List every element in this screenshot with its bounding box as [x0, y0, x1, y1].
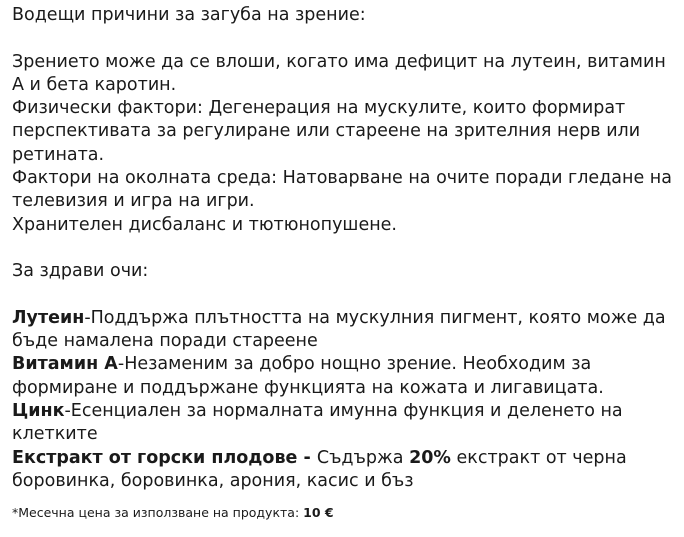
causes-paragraph-nutrition: Хранителен дисбаланс и тютюнопушене. [12, 214, 397, 235]
product-description [12, 4, 672, 493]
spacer [12, 237, 672, 260]
ingredient-text-before: Съдържа [316, 447, 410, 468]
monthly-price: 10 € [303, 505, 334, 520]
ingredient-name: Цинк [12, 401, 65, 422]
ingredient-zinc [12, 400, 672, 447]
spacer [12, 284, 672, 307]
ingredient-text: Незаменим за добро нощно зрение. Необходим за формиране и поддържане функцията на кожата и лигавицата. [12, 354, 604, 398]
ingredient-text: Есенциален за нормалната имунна функция и деленето на клетките [12, 401, 623, 445]
healthy-eyes-heading: За здрави очи: [12, 261, 149, 282]
causes-heading: Водещи причини за загуба на зрение: [12, 5, 366, 25]
ingredient-name: Лутеин [12, 307, 85, 328]
ingredient-separator: - [117, 354, 125, 375]
ingredient-name: Екстракт от горски плодове [12, 447, 298, 468]
ingredient-text: Поддържа плътността на мускулния пигмент, която може да бъде намалена поради стареене [12, 307, 666, 352]
causes-paragraph-physical: Физически фактори: Дегенерация на мускулите, които формират перспективата за регулиране или стареене на зрителния нерв или ретината. [12, 98, 641, 165]
price-footnote [12, 505, 334, 521]
ingredient-separator: - [64, 401, 71, 422]
ingredient-name: Витамин А [12, 354, 118, 375]
ingredient-berry-extract [12, 447, 672, 494]
ingredient-separator: - [297, 447, 317, 468]
causes-paragraph-deficit: Зрението може да се влоши, когато има дефицит на лутеин, витамин А и бета каротин. [12, 51, 666, 95]
spacer [12, 27, 672, 50]
ingredient-separator: - [84, 307, 91, 328]
causes-paragraph-environment: Фактори на околната среда: Натоварване на очите поради гледане на телевизия и игра на игри. [12, 168, 672, 212]
ingredient-vitamin-a [12, 353, 672, 400]
footnote-text: *Месечна цена за използване на продукта: [12, 505, 304, 520]
ingredient-lutein [12, 307, 672, 354]
ingredient-text-after: екстракт от черна боровинка, боровинка, арония, касис и бъз [12, 447, 627, 491]
ingredient-percentage: 20% [409, 447, 451, 468]
